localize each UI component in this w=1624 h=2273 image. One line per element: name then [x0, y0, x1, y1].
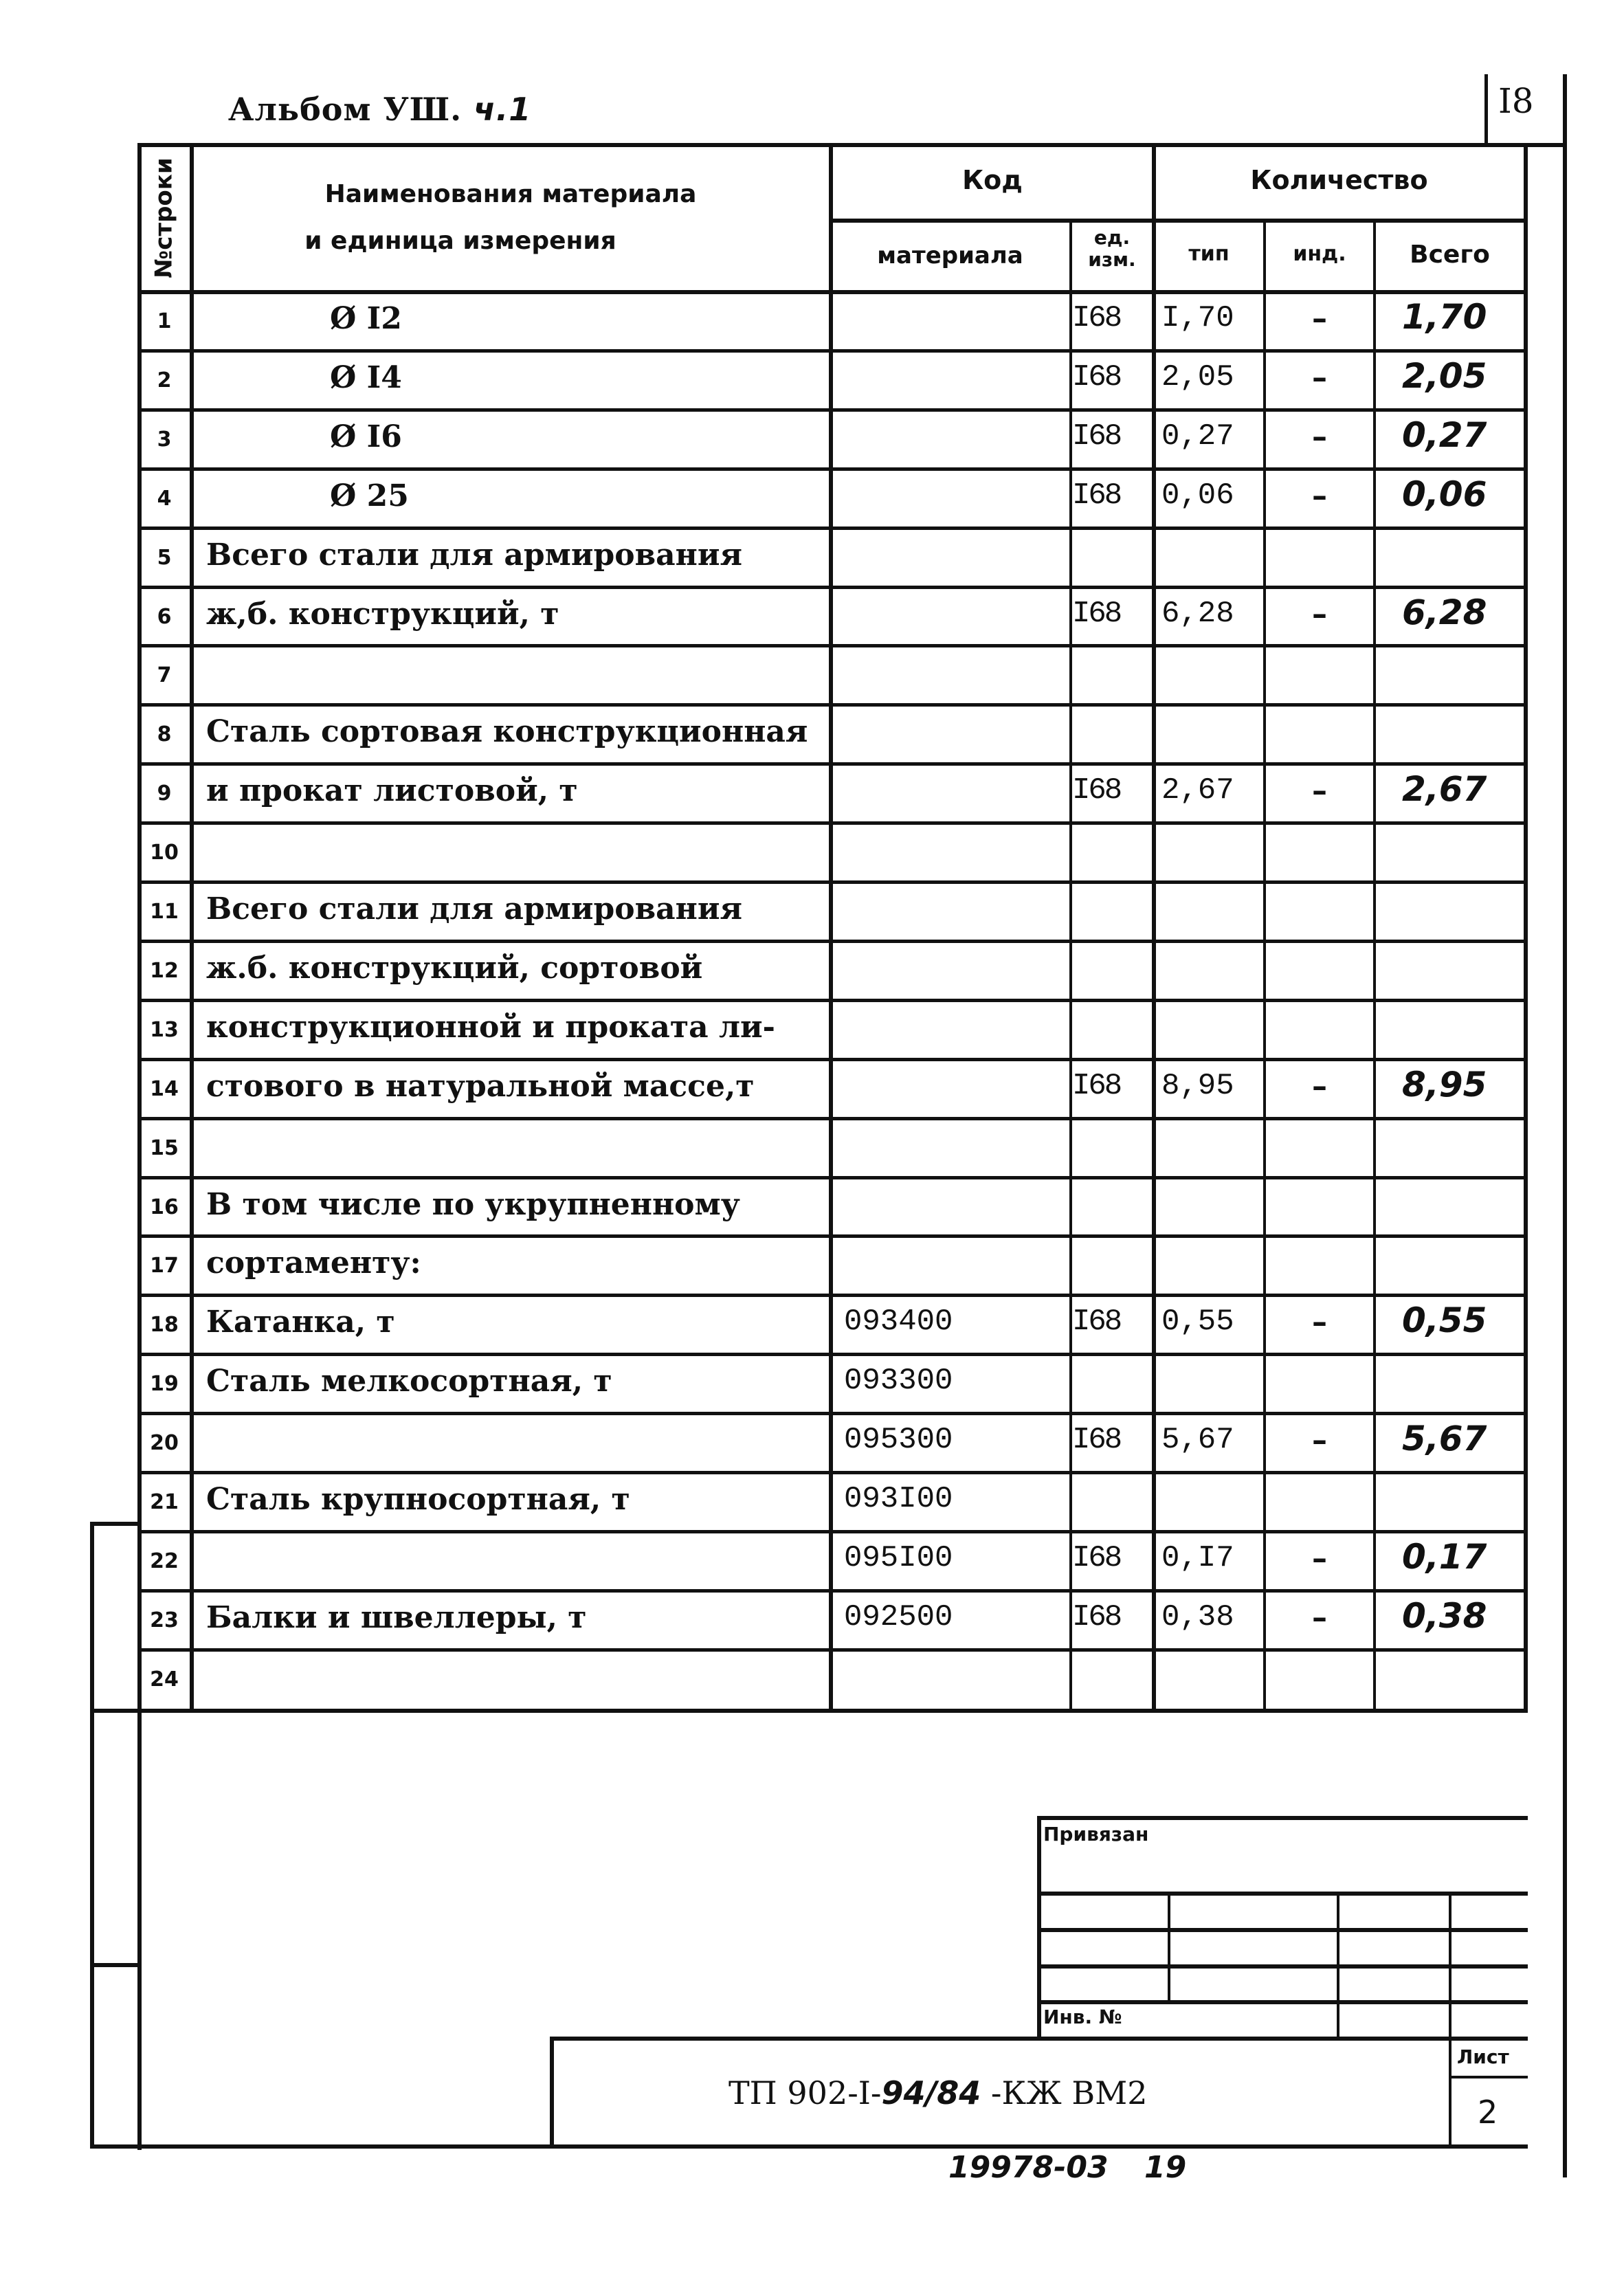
- row-divider: [137, 1234, 1528, 1238]
- header-qty-type: тип: [1188, 242, 1230, 266]
- row-number: 12: [150, 958, 179, 983]
- table-top-border: [137, 143, 1567, 147]
- unit-code: I68: [1072, 301, 1121, 335]
- stamp-code: 19978-03: [948, 2150, 1109, 2185]
- material-name: Катанка, т: [206, 1305, 395, 1340]
- row-divider: [137, 408, 1528, 412]
- material-name: стового в натуральной массе,т: [206, 1068, 755, 1104]
- material-name: Сталь крупносортная, т: [206, 1482, 630, 1517]
- qty-total-value: 0,06: [1402, 474, 1487, 514]
- row-divider: [137, 1294, 1528, 1297]
- table-rows-bottom: [90, 1709, 1528, 1713]
- row-divider: [137, 1176, 1528, 1179]
- material-name: Всего стали для армирования: [206, 537, 742, 573]
- row-number: 14: [150, 1076, 179, 1101]
- qty-individual-value: –: [1312, 1068, 1327, 1104]
- qty-total-value: 6,28: [1402, 592, 1487, 632]
- header-code-group: Код: [962, 165, 1023, 195]
- album-title: [228, 91, 531, 128]
- unit-code: I68: [1072, 1305, 1121, 1340]
- col-divider-unit: [1152, 143, 1156, 1710]
- row-number: 17: [150, 1254, 179, 1278]
- row-divider: [137, 1471, 1528, 1474]
- material-name: сортаменту:: [206, 1245, 421, 1281]
- header-quantity-group: Количество: [1250, 165, 1428, 195]
- qty-total-value: 1,70: [1402, 297, 1487, 337]
- col-divider-ind: [1373, 219, 1376, 1710]
- material-name: Ø I6: [330, 419, 402, 454]
- unit-code: I68: [1072, 478, 1121, 513]
- qty-type-value: 0,55: [1161, 1305, 1234, 1340]
- qty-individual-value: –: [1312, 301, 1327, 336]
- unit-code: I68: [1072, 1599, 1121, 1634]
- table-right-border: [1524, 143, 1528, 1710]
- row-divider: [137, 586, 1528, 589]
- header-name-line2: и единица измерения: [304, 227, 616, 255]
- row-divider: [137, 526, 1528, 530]
- row-number: 2: [157, 368, 172, 392]
- row-divider: [137, 644, 1528, 647]
- stamp-page: 19: [1144, 2150, 1187, 2185]
- bottom-frame-line: [90, 2144, 1528, 2149]
- album-part: ч.1: [474, 91, 532, 128]
- header-code-unit: ед. изм.: [1088, 226, 1136, 271]
- row-divider: [137, 821, 1528, 825]
- document-code: ТП 902-I-94/84 -КЖ ВМ2: [728, 2074, 1148, 2111]
- material-name: Ø I4: [330, 359, 402, 395]
- row-divider: [137, 1058, 1528, 1061]
- title-grid-line-4: [1037, 2000, 1528, 2004]
- title-grid-line-1: [1037, 1892, 1528, 1896]
- material-code: 093400: [844, 1305, 953, 1340]
- qty-individual-value: –: [1312, 1305, 1327, 1340]
- row-divider: [137, 762, 1528, 766]
- album-label: Альбом УШ.: [228, 91, 474, 128]
- binding-strip-left: [90, 1522, 94, 2149]
- header-code-material: материала: [877, 242, 1023, 269]
- row-number: 6: [157, 604, 172, 629]
- qty-type-value: 0,I7: [1161, 1540, 1234, 1575]
- qty-individual-value: –: [1312, 596, 1327, 632]
- title-grid-col-2: [1337, 1892, 1339, 2038]
- material-name: Ø 25: [330, 478, 409, 513]
- material-code: 095300: [844, 1423, 953, 1458]
- qty-type-value: I,70: [1161, 301, 1234, 335]
- binding-strip-divider: [90, 1963, 140, 1967]
- unit-code: I68: [1072, 773, 1121, 808]
- row-number: 21: [150, 1490, 179, 1514]
- col-divider-typ: [1263, 219, 1266, 1710]
- row-divider: [137, 1117, 1528, 1120]
- row-divider: [137, 1530, 1528, 1533]
- material-code: 092500: [844, 1599, 953, 1634]
- row-divider: [137, 1412, 1528, 1415]
- row-number: 5: [157, 545, 172, 570]
- unit-code: I68: [1072, 419, 1121, 454]
- row-divider: [137, 1353, 1528, 1356]
- material-name: В том числе по укрупненному: [206, 1186, 740, 1222]
- qty-individual-value: –: [1312, 359, 1327, 395]
- qty-total-value: 8,95: [1402, 1064, 1487, 1105]
- header-row-number: №строки: [151, 157, 178, 278]
- row-number: 15: [150, 1135, 179, 1160]
- unit-code: I68: [1072, 1540, 1121, 1575]
- sheet-label-divider: [1449, 2076, 1528, 2078]
- row-divider: [137, 880, 1528, 884]
- qty-individual-value: –: [1312, 1423, 1327, 1459]
- material-code: 093I00: [844, 1482, 953, 1516]
- row-number: 24: [150, 1667, 179, 1692]
- qty-type-value: 6,28: [1161, 596, 1234, 631]
- row-number: 23: [150, 1608, 179, 1632]
- row-number: 11: [150, 900, 179, 924]
- row-number: 10: [150, 841, 179, 865]
- sheet-number: 2: [1478, 2094, 1498, 2131]
- inventory-label: Инв. №: [1043, 2006, 1122, 2028]
- title-grid-line-2: [1037, 1928, 1528, 1932]
- row-divider: [137, 703, 1528, 707]
- bound-label: Привязан: [1043, 1823, 1149, 1845]
- material-name: и прокат листовой, т: [206, 773, 578, 809]
- unit-code: I68: [1072, 1423, 1121, 1458]
- row-number: 20: [150, 1431, 179, 1456]
- right-frame-line: [1563, 74, 1567, 2177]
- material-name: Ø I2: [330, 301, 402, 336]
- qty-total-value: 0,27: [1402, 414, 1487, 455]
- material-name: ж,б. конструкций, т: [206, 596, 559, 632]
- qty-individual-value: –: [1312, 419, 1327, 454]
- row-divider: [137, 1648, 1528, 1652]
- title-grid-line-3: [1037, 1964, 1528, 1969]
- row-divider: [137, 940, 1528, 943]
- row-number: 4: [157, 486, 172, 511]
- row-number: 19: [150, 1372, 179, 1397]
- qty-type-value: 8,95: [1161, 1068, 1234, 1103]
- material-code: 095I00: [844, 1540, 953, 1575]
- page-number: I8: [1498, 81, 1534, 121]
- qty-individual-value: –: [1312, 1540, 1327, 1576]
- row-number: 1: [157, 309, 172, 333]
- header-qty-total: Всего: [1410, 241, 1490, 269]
- row-number: 3: [157, 427, 172, 452]
- row-divider: [137, 1589, 1528, 1593]
- header-split: [831, 219, 1528, 223]
- unit-code: I68: [1072, 359, 1121, 395]
- qty-type-value: 0,06: [1161, 478, 1234, 513]
- row-divider: [137, 467, 1528, 471]
- title-grid-col-3: [1449, 1892, 1451, 2146]
- material-code: 093300: [844, 1364, 953, 1399]
- material-name: Балки и швеллеры, т: [206, 1599, 587, 1635]
- binding-strip-top: [90, 1522, 140, 1526]
- qty-total-value: 5,67: [1402, 1419, 1487, 1459]
- material-name: конструкционной и проката ли-: [206, 1009, 775, 1045]
- title-grid-col-1: [1168, 1892, 1170, 2000]
- unit-code: I68: [1072, 1068, 1121, 1103]
- qty-type-value: 0,27: [1161, 419, 1234, 454]
- row-number: 13: [150, 1017, 179, 1042]
- qty-total-value: 0,17: [1402, 1536, 1487, 1577]
- qty-type-value: 0,38: [1161, 1599, 1234, 1634]
- title-block-top: [1037, 1816, 1528, 1820]
- col-divider-name: [829, 143, 833, 1710]
- qty-type-value: 5,67: [1161, 1423, 1234, 1458]
- row-number: 8: [157, 722, 172, 747]
- header-qty-individual: инд.: [1293, 242, 1346, 266]
- row-number: 18: [150, 1313, 179, 1338]
- main-title-top: [550, 2037, 1528, 2041]
- material-name: Сталь мелкосортная, т: [206, 1364, 612, 1399]
- main-title-left: [550, 2037, 554, 2148]
- row-divider: [137, 349, 1528, 353]
- qty-individual-value: –: [1312, 1599, 1327, 1635]
- row-number: 16: [150, 1195, 179, 1219]
- header-name-line1: Наименования материала: [324, 180, 697, 208]
- row-divider: [137, 999, 1528, 1002]
- row-number: 22: [150, 1549, 179, 1573]
- material-name: Всего стали для армирования: [206, 891, 742, 927]
- row-number: 7: [157, 663, 172, 688]
- qty-type-value: 2,67: [1161, 773, 1234, 808]
- material-name: ж.б. конструкций, сортовой: [206, 950, 703, 986]
- qty-total-value: 2,05: [1402, 355, 1487, 396]
- qty-individual-value: –: [1312, 478, 1327, 513]
- qty-individual-value: –: [1312, 773, 1327, 809]
- qty-total-value: 0,55: [1402, 1300, 1487, 1341]
- qty-type-value: 2,05: [1161, 359, 1234, 395]
- row-number: 9: [157, 781, 172, 806]
- sheet-label: Лист: [1457, 2045, 1509, 2068]
- unit-code: I68: [1072, 596, 1121, 631]
- qty-total-value: 2,67: [1402, 769, 1487, 810]
- material-name: Сталь сортовая конструкционная: [206, 714, 808, 750]
- qty-total-value: 0,38: [1402, 1595, 1487, 1636]
